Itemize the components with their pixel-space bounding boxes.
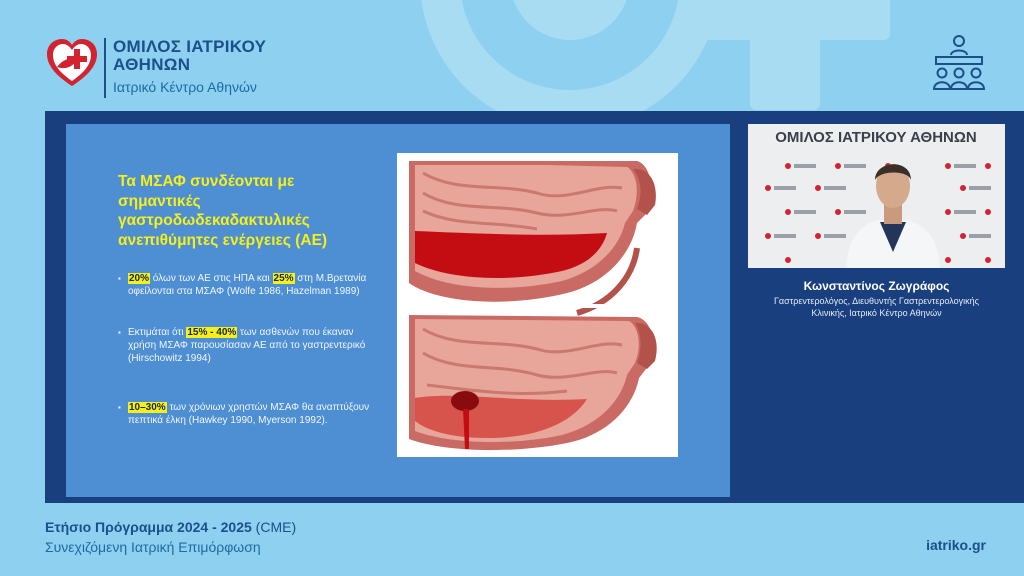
speaker-name: Κωνσταντίνος Ζωγράφος xyxy=(803,279,950,293)
brand-subtitle: Ιατρικό Κέντρο Αθηνών xyxy=(113,79,257,95)
highlight: 10–30% xyxy=(129,402,166,413)
highlight: 25% xyxy=(273,273,294,284)
footer xyxy=(0,503,1024,576)
slide xyxy=(66,124,730,497)
speaker-video xyxy=(748,124,1005,268)
cme-label: (CME) xyxy=(251,519,297,535)
bullet-item: ▪ 20% όλων των ΑΕ στις ΗΠΑ και 25% στη Μ.Βρετανία οφείλονται στα ΜΣΑΦ (Wolfe 1986, Hazelman 1989) xyxy=(118,272,378,298)
speaker-role: Κλινικής, Ιατρικό Κέντρο Αθηνών xyxy=(811,308,942,318)
bullet-item: ▪ 10–30% των χρόνιων χρηστών ΜΣΑΦ θα αναπτύξουν πεπτικά έλκη (Hawkey 1990, Myerson 1992). xyxy=(118,401,378,427)
website-link[interactable]: iatriko.gr xyxy=(926,537,986,553)
program-subtitle: Συνεχιζόμενη Ιατρική Επιμόρφωση xyxy=(45,539,261,555)
video-frame xyxy=(748,124,1005,268)
highlight: 15% - 40% xyxy=(187,327,237,338)
stomach-illustration xyxy=(397,153,678,457)
heart-cross-logo xyxy=(45,37,99,89)
highlight: 20% xyxy=(129,273,150,284)
video-backdrop-text: ΟΜΙΛΟΣ ΙΑΤΡΙΚΟΥ ΑΘΗΝΩΝ xyxy=(775,129,977,146)
brand-name-line1: ΟΜΙΛΟΣ ΙΑΤΡΙΚΟΥ xyxy=(113,37,267,56)
logo-divider xyxy=(104,38,106,98)
program-title: Ετήσιο Πρόγραμμα 2024 - 2025 (CME) xyxy=(45,519,297,535)
slide-title: Τα ΜΣΑΦ συνδέονται με σημαντικές γαστροδωδεκαδακτυλικές ανεπιθύμητες ενέργειες (ΑΕ) xyxy=(118,173,328,249)
brand-name-line2: ΑΘΗΝΩΝ xyxy=(113,55,191,74)
speaker-role: Γαστρεντερολόγος, Διευθυντής Γαστρεντερολογικής xyxy=(773,296,980,306)
slide-bullets xyxy=(118,272,378,427)
bullet-item: ▪ Εκτιμάται ότι 15% - 40% των ασθενών που έκαναν χρήση ΜΣΑΦ παρουσίασαν ΑΕ από το γαστρεντερικό (Hirschowitz 1994) xyxy=(118,326,378,365)
audience-icon xyxy=(930,33,988,97)
header xyxy=(0,0,1024,111)
